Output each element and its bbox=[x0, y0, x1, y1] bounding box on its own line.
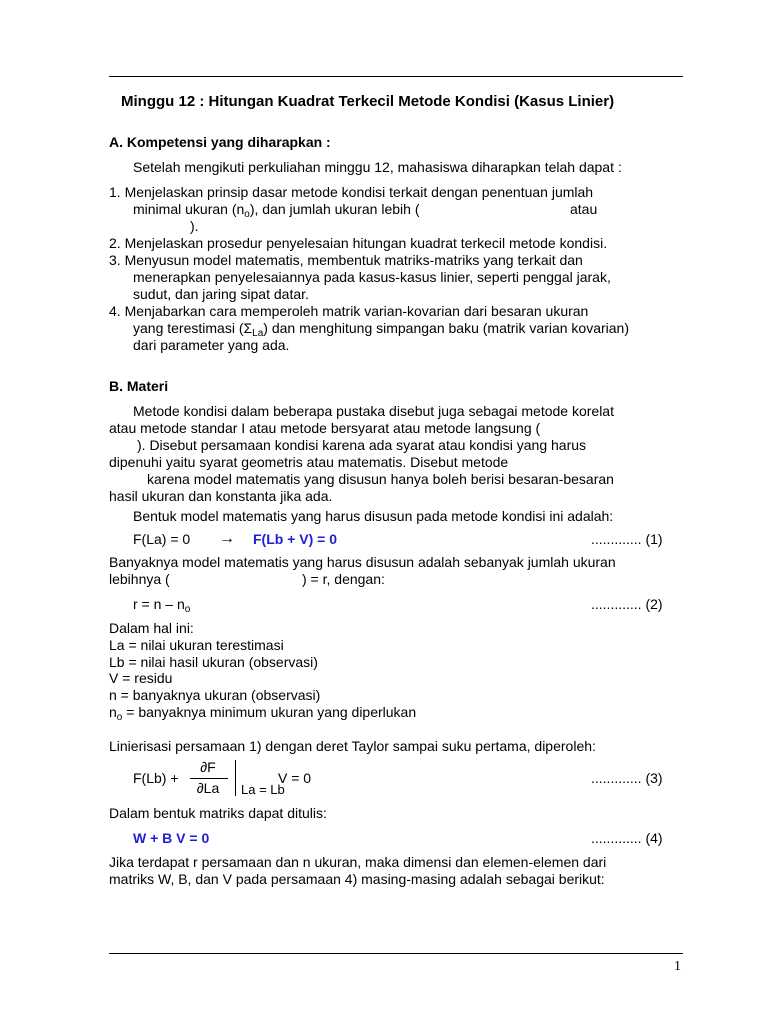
paragraph-1-line-1: Metode kondisi dalam beberapa pustaka disebut juga sebagai metode korelat bbox=[133, 403, 614, 419]
paragraph-3-line-1: Banyaknya model matematis yang harus disusun adalah sebanyak jumlah ukuran bbox=[109, 554, 616, 570]
definition-no-symbol: n bbox=[109, 704, 117, 720]
list-item-3-line-2: menerapkan penyelesaiannya pada kasus-kasus linier, seperti penggal jarak, bbox=[133, 269, 611, 285]
definition-v: V = residu bbox=[109, 670, 173, 686]
arrow-icon: → bbox=[219, 530, 235, 547]
definition-no-text: = banyaknya minimum ukuran yang diperlukan bbox=[122, 704, 417, 720]
fraction-denominator: ∂La bbox=[196, 780, 220, 796]
definition-no bbox=[109, 704, 416, 723]
paragraph-6-line-1: Jika terdapat r persamaan dan n ukuran, maka dimensi dan elemen-elemen dari bbox=[109, 854, 607, 870]
paragraph-1-line-6: hasil ukuran dan konstanta jika ada. bbox=[109, 488, 333, 504]
paragraph-5: Dalam bentuk matriks dapat ditulis: bbox=[109, 805, 327, 821]
definition-lb: Lb = nilai hasil ukuran (observasi) bbox=[109, 654, 318, 670]
fraction-numerator: ∂F bbox=[200, 759, 216, 775]
equation-2-number: ............. (2) bbox=[591, 596, 663, 612]
list-item-1-line-2 bbox=[133, 201, 419, 220]
list-item-4-line-1: 4. Menjabarkan cara memperoleh matrik varian-kovarian dari besaran ukuran bbox=[109, 303, 589, 319]
list-item-4-text-a: yang terestimasi (Σ bbox=[133, 320, 253, 336]
equation-1-right: F(Lb + V) = 0 bbox=[253, 531, 338, 547]
fraction-bar bbox=[190, 778, 228, 779]
bottom-rule bbox=[109, 953, 683, 954]
list-item-1-text-a: minimal ukuran (n bbox=[133, 201, 245, 217]
list-item-3-line-3: sudut, dan jaring sipat datar. bbox=[133, 286, 309, 302]
paragraph-1-line-4: dipenuhi yaitu syarat geometris atau matematis. Disebut metode bbox=[109, 454, 509, 470]
equation-2-left bbox=[133, 596, 190, 615]
top-rule bbox=[109, 76, 683, 77]
list-item-1-line-3: ). bbox=[190, 218, 199, 234]
list-item-1-subscript: o bbox=[244, 209, 250, 220]
paragraph-2: Bentuk model matematis yang harus disusun pada metode kondisi ini adalah: bbox=[133, 508, 614, 524]
paragraph-1-line-3: ). Disebut persamaan kondisi karena ada syarat atau kondisi yang harus bbox=[137, 437, 587, 453]
list-item-1-atau: atau bbox=[570, 201, 598, 217]
paragraph-6-line-2: matriks W, B, dan V pada persamaan 4) masing-masing adalah sebagai berikut: bbox=[109, 871, 605, 887]
evaluation-bar bbox=[235, 760, 236, 796]
section-a-heading: A. Kompetensi yang diharapkan : bbox=[109, 134, 331, 150]
list-item-2: 2. Menjelaskan prosedur penyelesaian hitungan kuadrat terkecil metode kondisi. bbox=[109, 235, 608, 251]
equation-3-right: V = 0 bbox=[278, 770, 312, 786]
list-item-4-subscript: La bbox=[252, 328, 264, 339]
equation-1-number: ............. (1) bbox=[591, 531, 663, 547]
list-item-4-text-b: ) dan menghitung simpangan baku (matrik varian kovarian) bbox=[263, 320, 630, 336]
definition-la: La = nilai ukuran terestimasi bbox=[109, 637, 284, 653]
paragraph-4: Linierisasi persamaan 1) dengan deret Taylor sampai suku pertama, diperoleh: bbox=[109, 738, 596, 754]
section-a-intro: Setelah mengikuti perkuliahan minggu 12, mahasiswa diharapkan telah dapat : bbox=[133, 159, 622, 175]
equation-1-left: F(La) = 0 bbox=[133, 531, 191, 547]
equation-3-number: ............. (3) bbox=[591, 770, 663, 786]
page-number: 1 bbox=[674, 959, 681, 974]
list-item-1-line-1: 1. Menjelaskan prinsip dasar metode kondisi terkait dengan penentuan jumlah bbox=[109, 184, 594, 200]
list-item-3-line-1: 3. Menyusun model matematis, membentuk matriks-matriks yang terkait dan bbox=[109, 252, 583, 268]
page-title: Minggu 12 : Hitungan Kuadrat Terkecil Metode Kondisi (Kasus Linier) bbox=[121, 93, 615, 110]
definition-n: n = banyaknya ukuran (observasi) bbox=[109, 687, 321, 703]
paragraph-1-line-5: karena model matematis yang disusun hanya boleh berisi besaran-besaran bbox=[147, 471, 614, 487]
list-item-1-text-b: ), dan jumlah ukuran lebih ( bbox=[249, 201, 420, 217]
definitions-heading: Dalam hal ini: bbox=[109, 620, 194, 636]
section-b-heading: B. Materi bbox=[109, 378, 169, 394]
equation-2-text: r = n – n bbox=[133, 596, 185, 612]
list-item-4-line-3: dari parameter yang ada. bbox=[133, 337, 290, 353]
paragraph-1-line-2: atau metode standar I atau metode bersyarat atau metode langsung ( bbox=[109, 420, 541, 436]
evaluation-condition: La = Lb bbox=[241, 782, 285, 797]
definition-no-subscript: o bbox=[116, 712, 123, 723]
equation-2-subscript: o bbox=[184, 604, 191, 615]
equation-3-left: F(Lb) + bbox=[133, 770, 179, 786]
equation-4-number: ............. (4) bbox=[591, 830, 663, 846]
paragraph-3-line-2a: lebihnya ( bbox=[109, 571, 170, 587]
equation-4: W + B V = 0 bbox=[133, 830, 210, 846]
paragraph-3-line-2b: ) = r, dengan: bbox=[302, 571, 385, 587]
